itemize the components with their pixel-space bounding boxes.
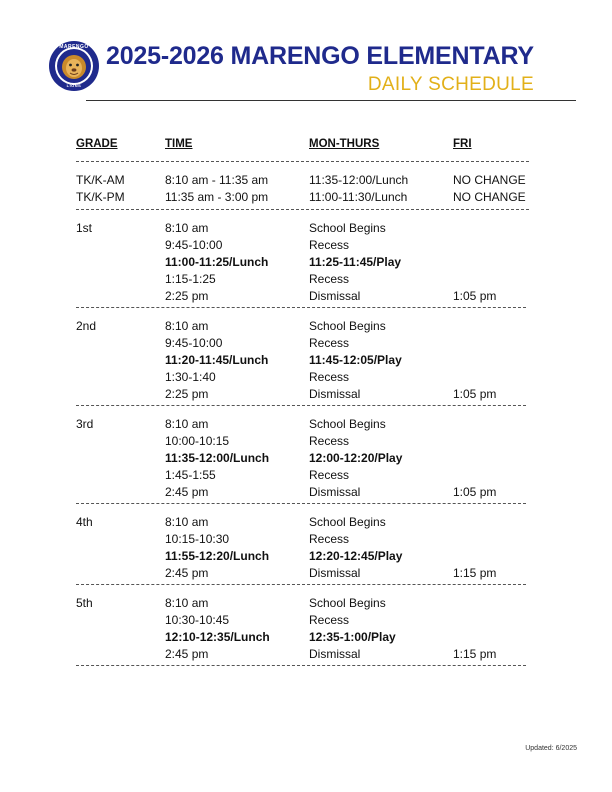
column-header-fri: FRI xyxy=(453,138,472,150)
row-separator xyxy=(76,503,526,504)
mon-thurs-cell: Dismissal xyxy=(309,647,361,661)
time-cell: 2:45 pm xyxy=(165,485,209,499)
time-cell: 1:45-1:55 xyxy=(165,468,216,482)
grade-label: 1st xyxy=(76,221,93,235)
mon-thurs-cell: Dismissal xyxy=(309,485,361,499)
time-cell: 10:15-10:30 xyxy=(165,532,230,546)
logo-text-bottom: LIONS xyxy=(66,83,82,88)
grade-label: TK/K-AM xyxy=(76,173,125,187)
mon-thurs-cell: 11:00-11:30/Lunch xyxy=(309,190,408,204)
mon-thurs-cell: Dismissal xyxy=(309,387,361,401)
column-header-grade: GRADE xyxy=(76,138,118,150)
mon-thurs-cell: Recess xyxy=(309,613,350,627)
time-cell: 11:35 am - 3:00 pm xyxy=(165,190,269,204)
mon-thurs-cell: Recess xyxy=(309,468,350,482)
grade-label: 3rd xyxy=(76,417,94,431)
mon-thurs-cell: School Begins xyxy=(309,221,386,235)
row-separator xyxy=(76,584,526,585)
fri-cell: 1:05 pm xyxy=(453,289,497,303)
mon-thurs-cell: 11:45-12:05/Play xyxy=(309,353,402,367)
mon-thurs-cell: School Begins xyxy=(309,319,386,333)
fri-cell: 1:05 pm xyxy=(453,485,497,499)
time-cell: 10:00-10:15 xyxy=(165,434,230,448)
fri-cell: 1:05 pm xyxy=(453,387,497,401)
column-header-mon-thurs: MON-THURS xyxy=(309,138,380,150)
page-subtitle: DAILY SCHEDULE xyxy=(367,74,534,95)
time-cell: 11:35-12:00/Lunch xyxy=(165,451,270,465)
column-header-time: TIME xyxy=(165,138,193,150)
time-cell: 8:10 am xyxy=(165,596,209,610)
grade-label: TK/K-PM xyxy=(76,190,125,204)
mon-thurs-cell: Recess xyxy=(309,238,350,252)
mon-thurs-cell: Recess xyxy=(309,434,350,448)
row-separator xyxy=(76,405,526,406)
fri-cell: NO CHANGE xyxy=(453,173,526,187)
row-separator xyxy=(76,665,526,666)
mon-thurs-cell: School Begins xyxy=(309,596,386,610)
fri-cell: NO CHANGE xyxy=(453,190,526,204)
mon-thurs-cell: 12:20-12:45/Play xyxy=(309,549,403,563)
grade-label: 4th xyxy=(76,515,93,529)
mon-thurs-cell: Dismissal xyxy=(309,566,361,580)
mon-thurs-cell: 11:35-12:00/Lunch xyxy=(309,173,409,187)
mon-thurs-cell: School Begins xyxy=(309,515,386,529)
time-cell: 11:00-11:25/Lunch xyxy=(165,255,269,269)
mon-thurs-cell: 12:35-1:00/Play xyxy=(309,630,396,644)
row-separator xyxy=(76,161,529,162)
time-cell: 2:45 pm xyxy=(165,566,209,580)
row-separator xyxy=(76,209,529,210)
school-logo xyxy=(48,40,100,92)
header-divider xyxy=(86,100,576,101)
mon-thurs-cell: Recess xyxy=(309,272,350,286)
mon-thurs-cell: Recess xyxy=(309,336,350,350)
fri-cell: 1:15 pm xyxy=(453,647,497,661)
mon-thurs-cell: School Begins xyxy=(309,417,386,431)
time-cell: 9:45-10:00 xyxy=(165,336,223,350)
row-separator xyxy=(76,307,526,308)
time-cell: 1:30-1:40 xyxy=(165,370,216,384)
time-cell: 11:20-11:45/Lunch xyxy=(165,353,269,367)
time-cell: 12:10-12:35/Lunch xyxy=(165,630,270,644)
time-cell: 2:25 pm xyxy=(165,289,209,303)
time-cell: 10:30-10:45 xyxy=(165,613,230,627)
time-cell: 8:10 am xyxy=(165,221,209,235)
time-cell: 8:10 am xyxy=(165,319,209,333)
mon-thurs-cell: 11:25-11:45/Play xyxy=(309,255,402,269)
time-cell: 8:10 am - 11:35 am xyxy=(165,173,269,187)
mon-thurs-cell: Recess xyxy=(309,532,350,546)
grade-label: 5th xyxy=(76,596,93,610)
time-cell: 8:10 am xyxy=(165,515,209,529)
time-cell: 2:25 pm xyxy=(165,387,209,401)
time-cell: 11:55-12:20/Lunch xyxy=(165,549,270,563)
page-title: 2025-2026 MARENGO ELEMENTARY xyxy=(106,42,534,70)
time-cell: 2:45 pm xyxy=(165,647,209,661)
fri-cell: 1:15 pm xyxy=(453,566,497,580)
logo-text-top: MARENGO xyxy=(59,44,89,50)
updated-note: Updated: 6/2025 xyxy=(525,745,577,752)
grade-label: 2nd xyxy=(76,319,97,333)
time-cell: 8:10 am xyxy=(165,417,209,431)
time-cell: 1:15-1:25 xyxy=(165,272,216,286)
mon-thurs-cell: Recess xyxy=(309,370,350,384)
mon-thurs-cell: Dismissal xyxy=(309,289,361,303)
mon-thurs-cell: 12:00-12:20/Play xyxy=(309,451,403,465)
time-cell: 9:45-10:00 xyxy=(165,238,223,252)
